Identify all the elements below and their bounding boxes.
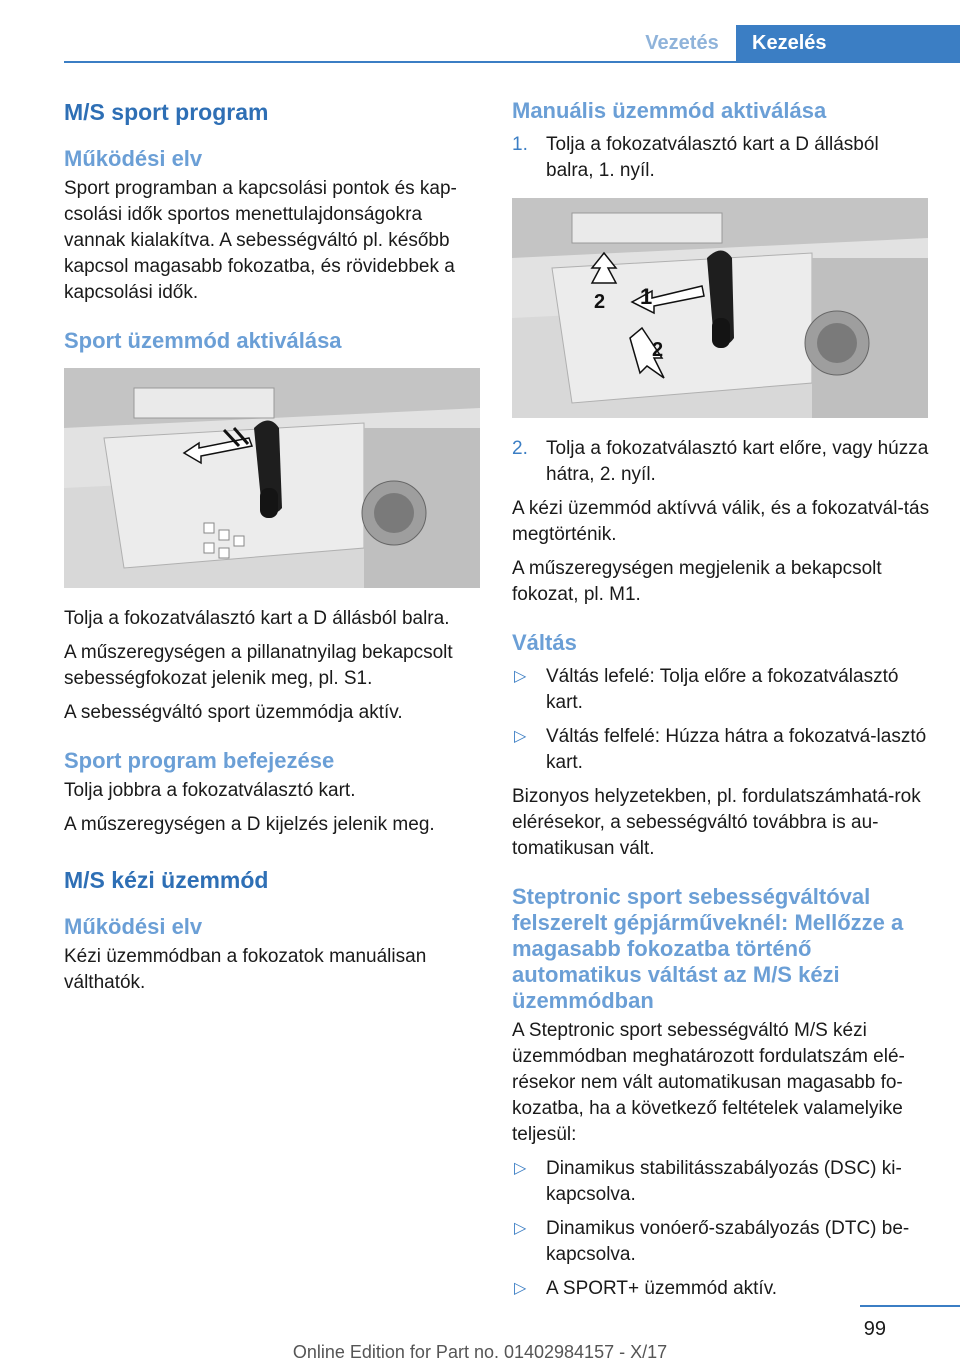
bullet-text: Váltás felfelé: Húzza hátra a fokozatvá-lasztó kart. bbox=[546, 726, 927, 773]
tab-kezeles[interactable]: Kezelés bbox=[736, 25, 960, 63]
bullet-text: Váltás lefelé: Tolja előre a fokozatválasztó kart. bbox=[546, 666, 899, 713]
subtitle-sport-activate: Sport üzemmód aktiválása bbox=[64, 328, 342, 353]
arrow-label-1: 1 bbox=[640, 284, 653, 309]
subtitle-manual-activate: Manuális üzemmód aktiválása bbox=[512, 98, 827, 123]
step-number: 2. bbox=[512, 438, 528, 459]
step-number: 1. bbox=[512, 134, 528, 155]
paragraph-muszer-d: A műszeregységen a D kijelzés jelenik meg. bbox=[64, 814, 435, 835]
paragraph-tolja-balra: Tolja a fokozatválasztó kart a D állásból balra. bbox=[64, 608, 450, 629]
paragraph-muszer-m1: A műszeregységen megjelenik a bekapcsolt fokozat, pl. M1. bbox=[512, 558, 882, 605]
paragraph-tolja-jobbra: Tolja jobbra a fokozatválasztó kart. bbox=[64, 780, 356, 801]
paragraph-kezi: Kézi üzemmódban a fokozatok manuálisan válthatók. bbox=[64, 946, 427, 993]
paragraph-kezi-aktiv: A kézi üzemmód aktívvá válik, és a fokozatvál-tás megtörténik. bbox=[512, 498, 930, 545]
header-rule bbox=[64, 61, 960, 63]
paragraph-bizonyos: Bizonyos helyzetekben, pl. fordulatszámhatá-rok elérésekor, a sebességváltó továbbra is au-tomatikusan vált. bbox=[512, 786, 921, 859]
bullet-triangle-icon: ▷ bbox=[514, 1280, 527, 1297]
gear-selector-right-illustration bbox=[512, 198, 928, 418]
gear-selector-left-illustration bbox=[64, 368, 480, 588]
paragraph-steptronic: A Steptronic sport sebességváltó M/S kézi üzemmódban meghatározott fordulatszám elé-résekor nem vált automatikusan magasabb fo-kozatba, ha a következő feltételek valamelyike teljesül: bbox=[512, 1020, 905, 1145]
subtitle-mukodesi-elv: Működési elv bbox=[64, 146, 203, 171]
bullet-text: Dinamikus stabilitásszabályozás (DSC) ki-kapcsolva. bbox=[546, 1158, 902, 1205]
footer-edition: Online Edition for Part no. 01402984157 - X/17 bbox=[292, 1342, 668, 1362]
left-column bbox=[64, 98, 482, 1004]
bullet-text: A SPORT+ üzemmód aktív. bbox=[546, 1278, 778, 1299]
paragraph-sport-aktiv: A sebességváltó sport üzemmódja aktív. bbox=[64, 702, 403, 723]
bullet-dsc bbox=[512, 1156, 930, 1208]
step-2 bbox=[512, 436, 930, 488]
bullet-triangle-icon: ▷ bbox=[514, 1160, 527, 1177]
title-ms-sport: M/S sport program bbox=[64, 99, 269, 125]
subtitle-mukodesi-elv-2: Működési elv bbox=[64, 914, 203, 939]
subtitle-sport-end: Sport program befejezése bbox=[64, 748, 335, 773]
bullet-felfele bbox=[512, 724, 930, 776]
title-ms-kezi: M/S kézi üzemmód bbox=[64, 867, 269, 893]
right-column bbox=[512, 98, 930, 1310]
subtitle-valtas: Váltás bbox=[512, 630, 577, 655]
subtitle-steptronic: Steptronic sport sebességváltóval felszerelt gépjárműveknél: Mellőzze a magasabb fokozatba történő automatikus váltást az M/S kézi üzemmódban bbox=[512, 884, 904, 1013]
bullet-triangle-icon: ▷ bbox=[514, 1220, 527, 1237]
bullet-lefele bbox=[512, 664, 930, 716]
step-text: Tolja a fokozatválasztó kart előre, vagy húzza hátra, 2. nyíl. bbox=[546, 438, 929, 485]
footer-rule bbox=[860, 1305, 960, 1307]
step-1 bbox=[512, 132, 930, 184]
paragraph-sport-description: Sport programban a kapcsolási pontok és kap-csolási idők sportos menettulajdonságokra vannak kialakítva. A sebességváltó pl. később kapcsol magasabb fokozatba, és rövidebbek a kapcsolási idők. bbox=[64, 178, 457, 303]
bullet-text: Dinamikus vonóerő-szabályozás (DTC) be-kapcsolva. bbox=[546, 1218, 910, 1265]
step-text: Tolja a fokozatválasztó kart a D állásból balra, 1. nyíl. bbox=[546, 134, 879, 181]
arrow-label-2a: 2 bbox=[594, 291, 606, 313]
page-number: 99 bbox=[863, 1318, 886, 1340]
bullet-sport-plus bbox=[512, 1276, 930, 1302]
bullet-triangle-icon: ▷ bbox=[514, 668, 527, 685]
tab-vezetes[interactable]: Vezetés bbox=[645, 32, 719, 54]
bullet-dtc bbox=[512, 1216, 930, 1268]
bullet-triangle-icon: ▷ bbox=[514, 728, 527, 745]
arrow-label-2b: 2 bbox=[652, 339, 664, 361]
paragraph-muszer-s1: A műszeregységen a pillanatnyilag bekapcsolt sebességfokozat jelenik meg, pl. S1. bbox=[64, 642, 453, 689]
